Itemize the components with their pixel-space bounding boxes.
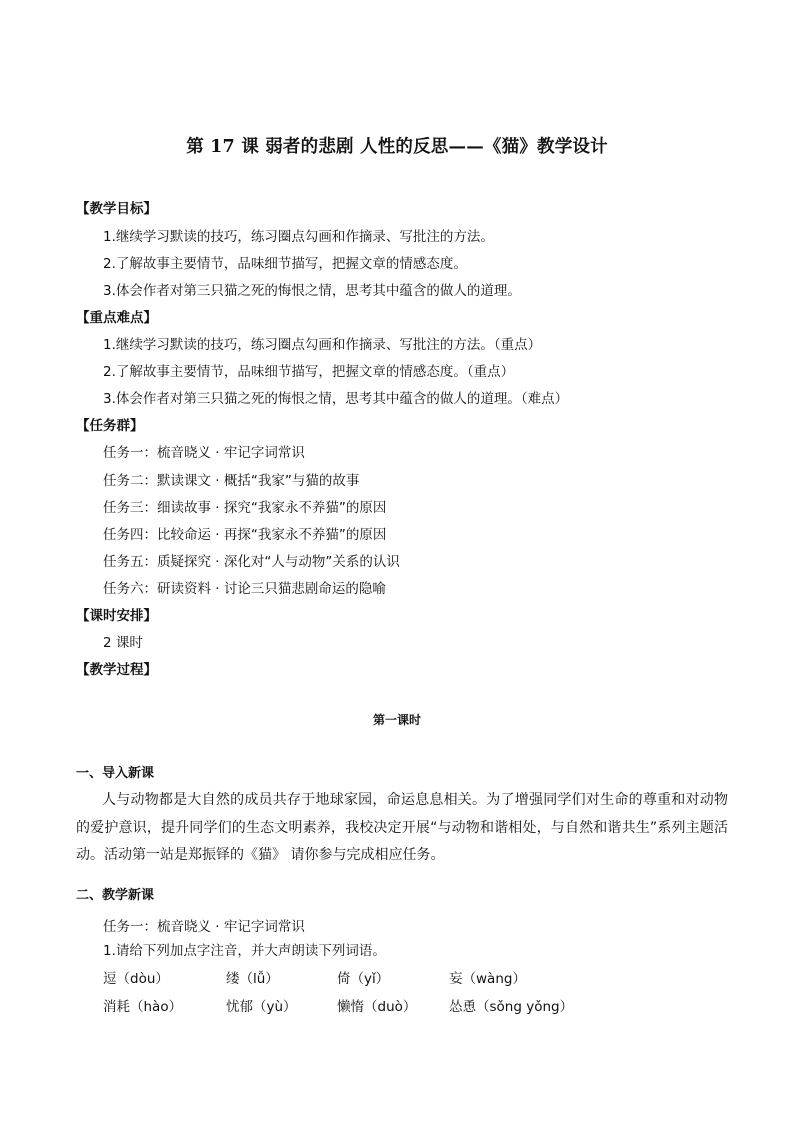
key-points-heading: 【重点难点】 <box>76 310 157 326</box>
lesson-title: 第一课时 <box>372 713 421 727</box>
task-item: 任务四：比较命运 · 再探“我家永不养猫”的原因 <box>103 527 387 543</box>
page-title: 第 17 课 弱者的悲剧 人性的反思——《猫》教学设计 <box>186 137 608 157</box>
pinyin-word: 妄（wàng） <box>449 971 526 987</box>
pinyin-word: 缕（lǚ） <box>226 971 279 987</box>
key-point-item: 1.继续学习默读的技巧，练习圈点勾画和作摘录、写批注的方法。（重点） <box>103 337 542 353</box>
instruction-text: 1.请给下列加点字注音，并大声朗读下列词语。 <box>103 943 386 959</box>
objectives-heading: 【教学目标】 <box>76 201 157 217</box>
intro-paragraph: 人与动物都是大自然的成员共存于地球家园，命运息息相关。为了增强同学们对生命的尊重和对动物的爱护意识，提升同学们的生态文明素养，我校决定开展“与动物和谐相处，与自然和谐共生”系列主题活动。活动第一站是郑振铎的《猫》 请你参与完成相应任务。 <box>76 792 728 863</box>
task-item: 任务一：梳音晓义 · 牢记字词常识 <box>103 445 305 461</box>
section-title: 一、导入新课 <box>76 766 155 781</box>
objective-item: 2.了解故事主要情节，品味细节描写，把握文章的情感态度。 <box>103 256 467 272</box>
task-item: 任务三：细读故事 · 探究“我家永不养猫”的原因 <box>103 500 387 516</box>
objective-item: 3.体会作者对第三只猫之死的悔恨之情，思考其中蕴含的做人的道理。 <box>103 283 521 299</box>
key-point-item: 3.体会作者对第三只猫之死的悔恨之情，思考其中蕴含的做人的道理。（难点） <box>103 391 569 407</box>
task-item: 任务二：默读课文 · 概括“我家”与猫的故事 <box>103 473 360 489</box>
schedule-heading: 【课时安排】 <box>76 608 157 624</box>
task-item: 任务五：质疑探究 · 深化对“人与动物”关系的认识 <box>103 554 400 570</box>
objective-item: 1.继续学习默读的技巧，练习圈点勾画和作摘录、写批注的方法。 <box>103 229 494 245</box>
task-title: 任务一：梳音晓义 · 牢记字词常识 <box>103 919 305 935</box>
section-title: 二、教学新课 <box>76 888 155 903</box>
pinyin-word: 懒惰（duò） <box>337 999 417 1015</box>
tasks-heading: 【任务群】 <box>76 418 144 434</box>
pinyin-word: 忧郁（yù） <box>226 999 297 1015</box>
schedule-value: 2 课时 <box>103 635 143 651</box>
key-point-item: 2.了解故事主要情节，品味细节描写，把握文章的情感态度。（重点） <box>103 364 515 380</box>
task-item: 任务六：研读资料 · 讨论三只猫悲剧命运的隐喻 <box>103 581 386 597</box>
process-heading: 【教学过程】 <box>76 662 157 678</box>
pinyin-word: 倚（yǐ） <box>337 971 390 987</box>
pinyin-word: 逗（dòu） <box>103 971 169 987</box>
pinyin-word: 消耗（hào） <box>103 999 183 1015</box>
pinyin-word: 怂恿（sǒng yǒng） <box>449 999 574 1015</box>
